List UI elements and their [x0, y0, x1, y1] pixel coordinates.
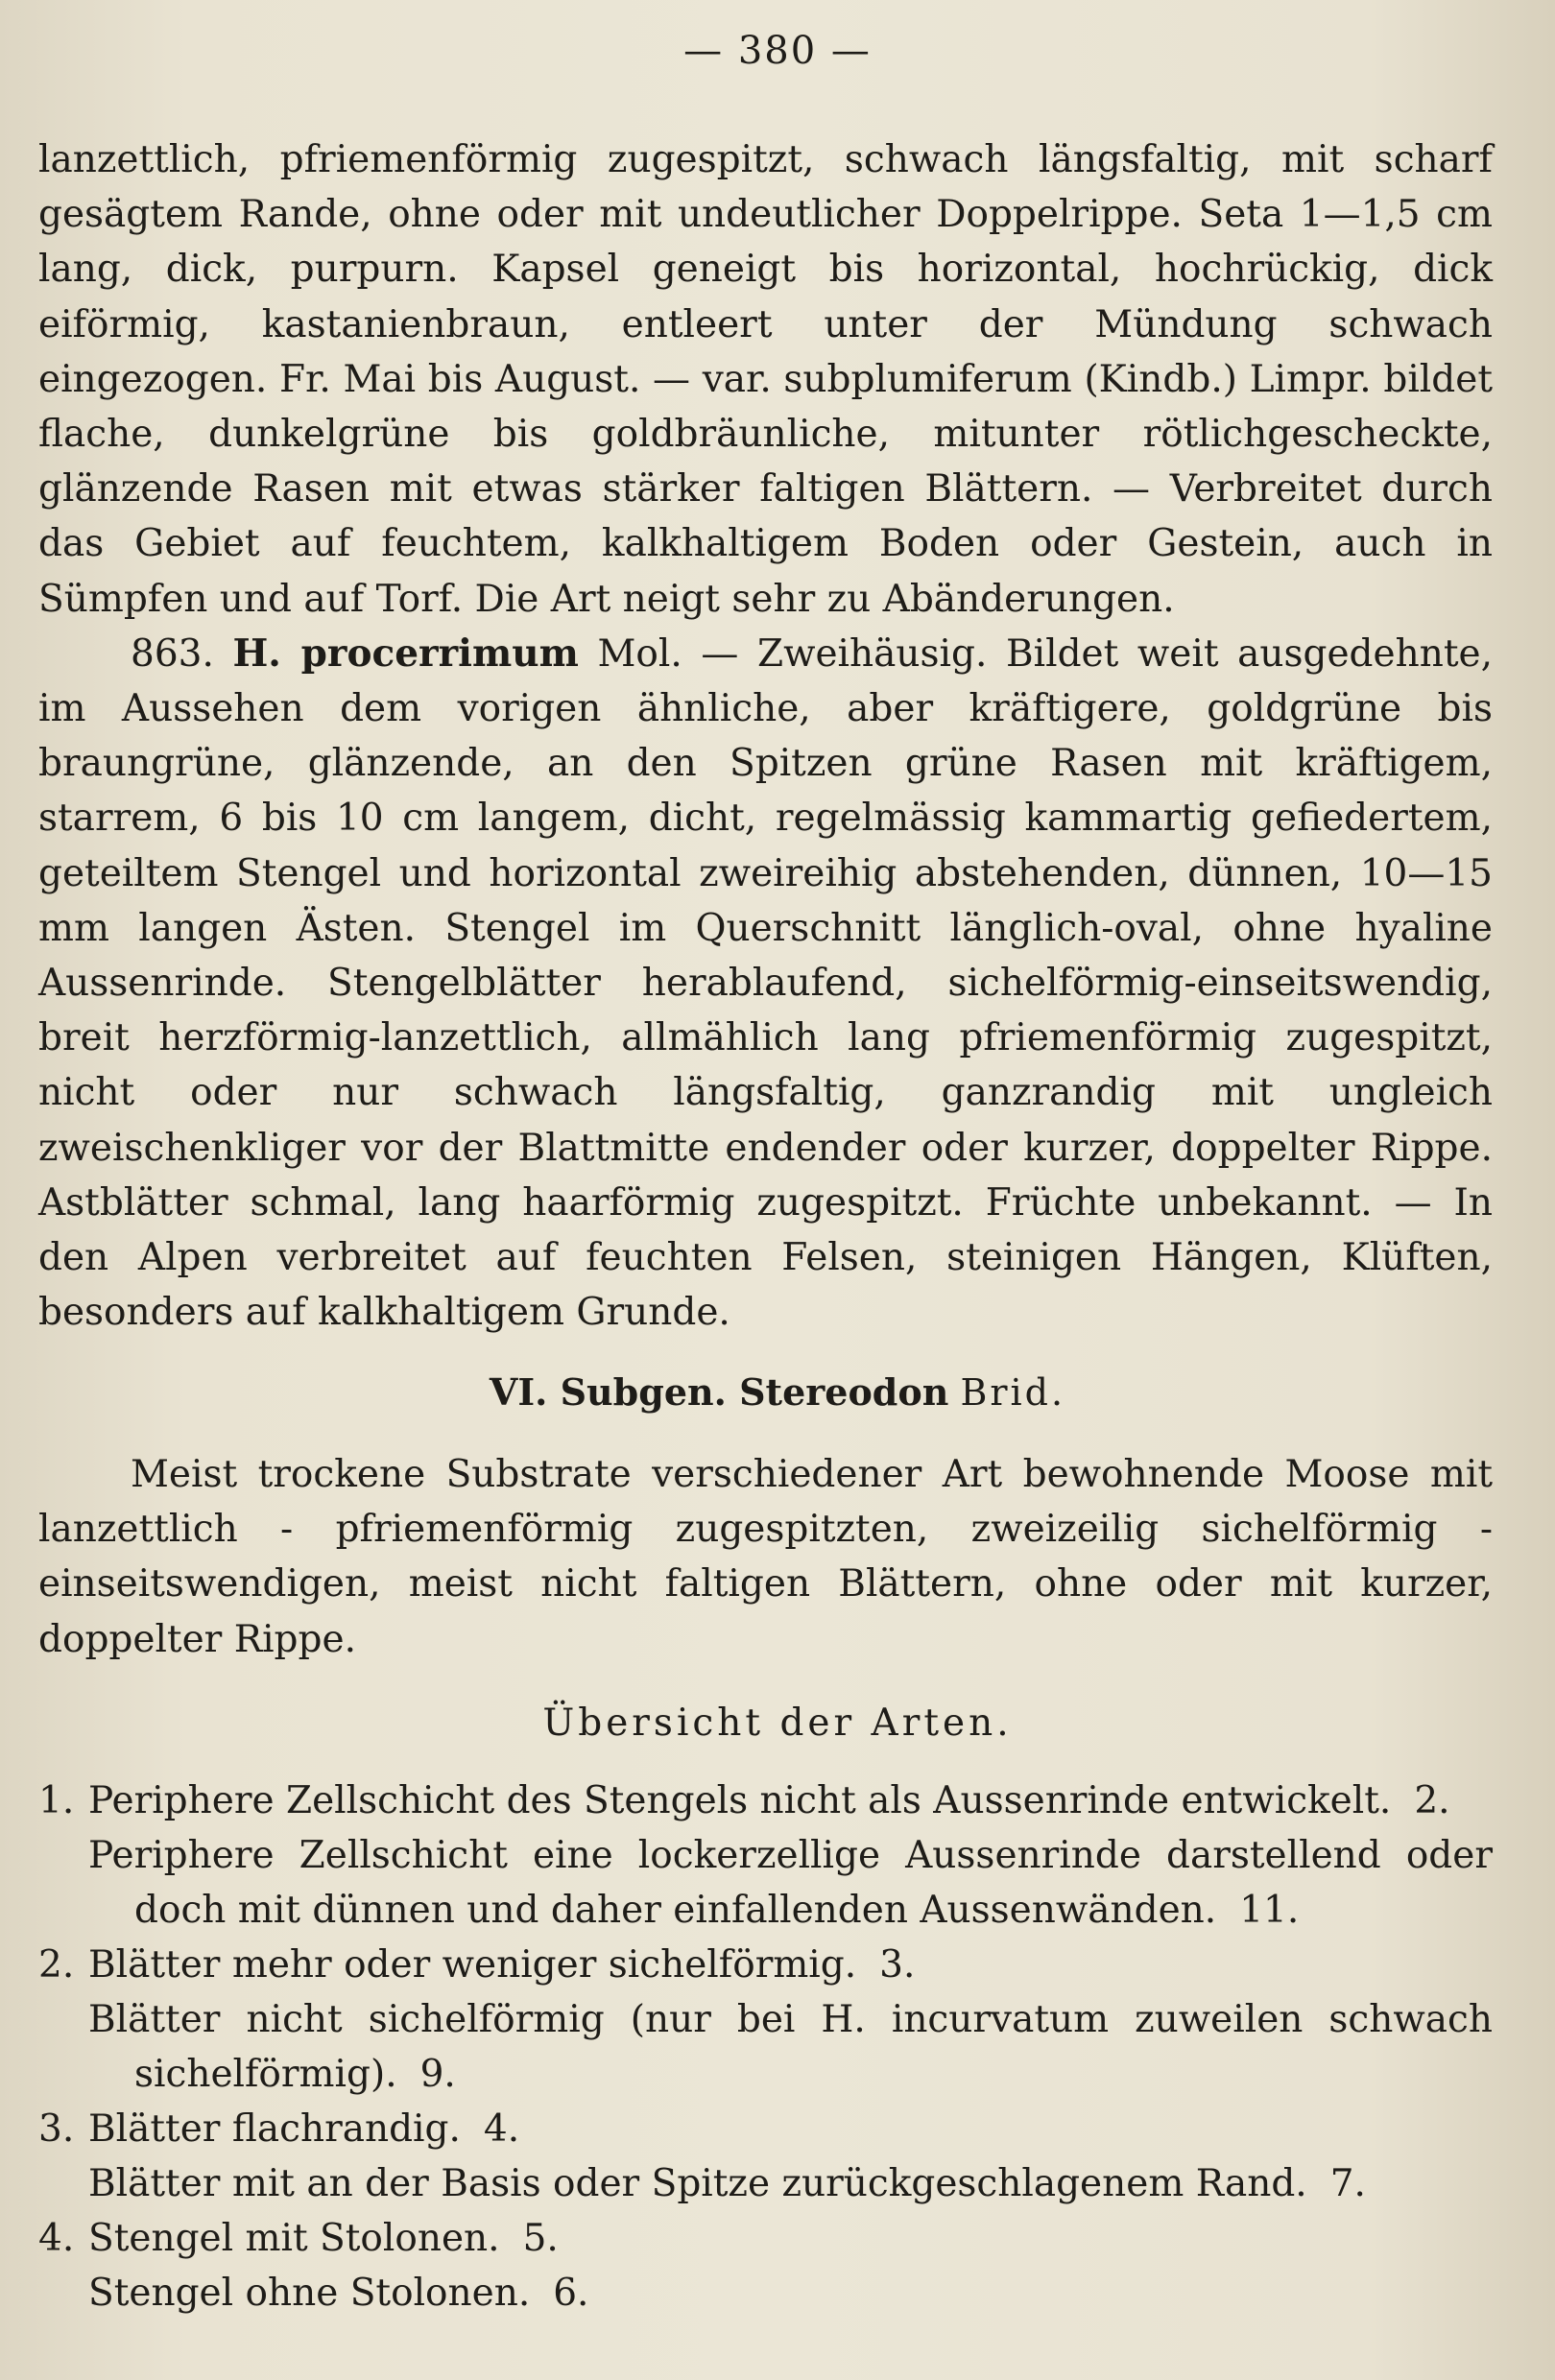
species-description: — Zweihäusig. Bildet weit ausgedehnte, im Aussehen dem vorigen ähnliche, aber kräftigere, goldgrüne bis braungrüne, glänzende, an den Spitzen grüne Rasen mit kräftigem, starrem, 6 bis 10 cm langem, dicht, regelmässig kammartig gefiedertem, geteiltem Stengel und horizontal zweireihig abstehenden, dünnen, 10—15 mm langen Ästen. Stengel im Querschnitt länglich-oval, ohne hyaline Aussenrinde. Stengelblätter herablaufend, sichelförmig-einseitswendig, breit herzförmig-lanzettlich, allmählich lang pfriemenförmig zugespitzt, nicht oder nur schwach längsfaltig, ganzrandig mit ungleich zweischenkliger vor der Blattmitte endender oder kurzer, doppelter Rippe. Astblätter schmal, lang haarförmig zugespitzt. Früchte unbekannt. — In den Alpen verbreitet auf feuchten Felsen, steinigen Hängen, Klüften, besonders auf kalkhaltigem Grunde.: [38, 631, 1493, 1335]
key-lead-text: Blätter flachrandig.: [88, 2107, 461, 2151]
key-entry-4: [38, 2211, 1493, 2320]
key-alt-text: Stengel ohne Stolonen.: [88, 2272, 531, 2315]
key-lead: [88, 1938, 1493, 1992]
key-lead-ref: 3.: [879, 1943, 916, 1987]
key-lead: [88, 1773, 1493, 1828]
continuation-paragraph: lanzettlich, pfriemenförmig zugespitzt, schwach längsfaltig, mit scharf gesägtem Rande, ohne oder mit undeutlicher Doppelrippe. Seta 1—1,5 cm lang, dick, purpurn. Kapsel geneigt bis horizontal, hochrückig, dick eiförmig, kastanienbraun, entleert unter der Mündung schwach eingezogen. Fr. Mai bis August. — var. subplumiferum (Kindb.) Limpr. bildet flache, dunkelgrüne bis goldbräunliche, mitunter rötlichgescheckte, glänzende Rasen mit etwas stärker faltigen Blättern. — Verbreitet durch das Gebiet auf feuchtem, kalkhaltigem Boden oder Gestein, auch in Sümpfen und auf Torf. Die Art neigt sehr zu Abänderungen.: [38, 138, 1493, 621]
species-entry: [38, 627, 1493, 1341]
species-author: Mol.: [597, 631, 682, 676]
key-alt-ref: 9.: [419, 2053, 456, 2096]
key-number: 4.: [38, 2217, 75, 2260]
key-alt-text: Blätter nicht sichelförmig (nur bei H. incurvatum zuweilen schwach sichelförmig).: [88, 1998, 1493, 2096]
key-entry-1: [38, 1773, 1493, 1938]
species-number: 863.: [131, 631, 214, 676]
species-name: H. procerrimum: [232, 631, 579, 676]
key-number: 2.: [38, 1943, 75, 1987]
subgenus-author: Brid.: [960, 1371, 1066, 1414]
key-lead-text: Stengel mit Stolonen.: [88, 2217, 500, 2260]
key-lead: [88, 2211, 1493, 2266]
subgenus-description-block: [38, 1447, 1493, 1667]
key-alternative: [88, 2156, 1493, 2211]
page-number: — 380 —: [683, 29, 872, 73]
key-alternative: [88, 1992, 1493, 2102]
overview-title: Übersicht der Arten.: [542, 1702, 1013, 1745]
key-lead: [88, 2102, 1493, 2156]
key-number: 1.: [38, 1779, 75, 1822]
key-alternative: [88, 2266, 1493, 2320]
key-entry-2: [38, 1938, 1493, 2102]
key-entry-3: [38, 2102, 1493, 2211]
species-key: [38, 1773, 1493, 2320]
subgenus-heading: [0, 1370, 1555, 1414]
main-text-block: [38, 132, 1493, 1340]
key-alt-ref: 7.: [1329, 2162, 1366, 2205]
key-alternative: [88, 1828, 1493, 1938]
subgenus-label: VI. Subgen. Stereodon: [489, 1370, 949, 1414]
subgenus-description: Meist trockene Substrate verschiedener Art bewohnende Moose mit lanzettlich - pfriemenförmig zugespitzten, zweizeilig sichelförmig - einseitswendigen, meist nicht faltigen Blättern, ohne oder mit kurzer, doppelter Rippe.: [38, 1453, 1493, 1661]
key-alt-ref: 11.: [1239, 1889, 1300, 1932]
key-alt-text: Periphere Zellschicht eine lockerzellige Aussenrinde darstellend oder doch mit dünnen und daher einfallenden Aussenwänden.: [88, 1834, 1493, 1932]
key-alt-text: Blätter mit an der Basis oder Spitze zurückgeschlagenem Rand.: [88, 2162, 1307, 2205]
key-lead-ref: 4.: [483, 2107, 520, 2151]
key-number: 3.: [38, 2107, 75, 2151]
key-lead-ref: 2.: [1414, 1779, 1450, 1822]
key-lead-text: Periphere Zellschicht des Stengels nicht als Aussenrinde entwickelt.: [88, 1779, 1392, 1822]
key-lead-text: Blätter mehr oder weniger sichelförmig.: [88, 1943, 857, 1987]
key-alt-ref: 6.: [553, 2272, 589, 2315]
key-lead-ref: 5.: [522, 2217, 559, 2260]
